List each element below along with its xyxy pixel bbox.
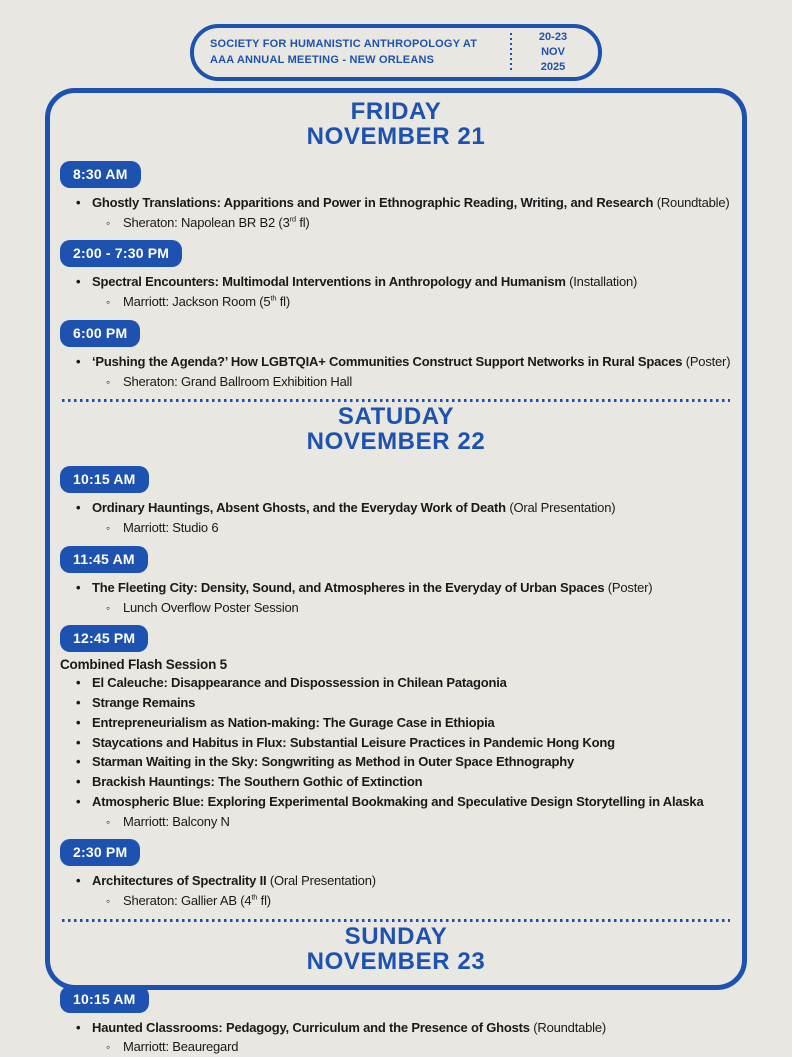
day-section <box>60 405 732 910</box>
session-type: (Installation) <box>569 274 638 290</box>
session-list <box>60 352 732 392</box>
session-title: The Fleeting City: Density, Sound, and Atmospheres in the Everyday of Urban Spaces <box>92 579 605 595</box>
session-title: Spectral Encounters: Multimodal Interventions in Anthropology and Humanism <box>92 274 566 290</box>
session-item <box>76 498 732 538</box>
session-item <box>76 272 732 312</box>
location-text: Marriott: Beauregard <box>123 1039 239 1055</box>
session-item <box>76 673 732 693</box>
location-text: Sheraton: Gallier AB (4th fl) <box>123 892 271 909</box>
session-list <box>60 193 732 233</box>
session-item <box>76 713 732 733</box>
session-item <box>76 352 732 392</box>
day-section <box>60 922 732 1057</box>
location-text: Sheraton: Napolean BR B2 (3rd fl) <box>123 214 310 230</box>
session-type: (Roundtable) <box>533 1019 607 1035</box>
time-badge: 6:00 PM <box>60 320 140 347</box>
location-list <box>76 1037 732 1057</box>
location-list <box>76 891 732 911</box>
bullet-icon: • <box>76 353 81 369</box>
day-section <box>60 100 732 391</box>
session-item <box>76 871 732 911</box>
day-date: NOVEMBER 23 <box>306 947 486 975</box>
header-dotted-divider <box>510 33 512 72</box>
location-list <box>76 518 732 538</box>
session-title: Entrepreneurialism as Nation-making: The Gurage Case in Ethiopia <box>92 714 495 730</box>
org-title-line1: SOCIETY FOR HUMANISTIC ANTHROPOLOGY AT <box>210 37 478 50</box>
session-list <box>60 578 732 618</box>
session-list <box>60 498 732 538</box>
session-item <box>76 752 732 772</box>
session-item <box>76 193 732 233</box>
open-circle-icon: ◦ <box>106 374 111 389</box>
session-list <box>60 673 732 831</box>
day-separator <box>62 919 730 922</box>
header-dates <box>522 30 584 75</box>
location-list <box>76 812 732 832</box>
day-heading <box>60 922 732 975</box>
session-list <box>60 871 732 911</box>
day-date: NOVEMBER 22 <box>306 428 486 456</box>
bullet-icon: • <box>76 793 81 809</box>
bullet-icon: • <box>76 873 81 889</box>
flash-session-intro: Combined Flash Session 5 <box>60 657 227 673</box>
open-circle-icon: ◦ <box>106 600 111 615</box>
session-title: ‘Pushing the Agenda?’ How LGBTQIA+ Communities Construct Support Networks in Rural Spaces <box>92 353 683 369</box>
time-badge: 2:00 - 7:30 PM <box>60 240 182 267</box>
session-title: El Caleuche: Disappearance and Dispossession in Chilean Patagonia <box>92 675 507 691</box>
session-item <box>76 693 732 713</box>
session-type: (Poster) <box>607 579 653 595</box>
session-title: Ghostly Translations: Apparitions and Power in Ethnographic Reading, Writing, and Research <box>92 194 654 210</box>
session-title: Architectures of Spectrality II <box>92 873 267 889</box>
location-item <box>106 1037 732 1057</box>
session-title: Brackish Hauntings: The Southern Gothic of Extinction <box>92 774 423 790</box>
org-title-line2: AAA ANNUAL MEETING - NEW ORLEANS <box>210 53 435 66</box>
session-type: (Poster) <box>685 353 731 369</box>
location-text: Marriott: Balcony N <box>123 813 230 829</box>
bullet-icon: • <box>76 194 81 210</box>
schedule-box <box>45 88 747 1055</box>
time-badge: 8:30 AM <box>60 161 141 188</box>
open-circle-icon: ◦ <box>106 814 111 829</box>
day-name: SUNDAY <box>344 922 448 950</box>
bullet-icon: • <box>76 675 81 691</box>
location-list <box>76 598 732 618</box>
bullet-icon: • <box>76 274 81 290</box>
session-type: (Oral Presentation) <box>509 500 616 516</box>
open-circle-icon: ◦ <box>106 295 111 310</box>
location-item <box>106 213 732 233</box>
header-badge <box>190 24 602 81</box>
bullet-icon: • <box>76 1019 81 1035</box>
bullet-icon: • <box>76 714 81 730</box>
session-item <box>76 578 732 618</box>
location-list <box>76 372 732 392</box>
time-badge: 10:15 AM <box>60 986 149 1013</box>
session-item <box>76 733 732 753</box>
location-text: Marriott: Studio 6 <box>123 520 219 536</box>
location-text: Lunch Overflow Poster Session <box>123 599 299 615</box>
location-text: Marriott: Jackson Room (5th fl) <box>123 293 290 310</box>
location-item <box>106 292 732 312</box>
open-circle-icon: ◦ <box>106 521 111 536</box>
time-badge: 12:45 PM <box>60 625 148 652</box>
session-type: (Roundtable) <box>656 194 730 210</box>
bullet-icon: • <box>76 500 81 516</box>
day-date: NOVEMBER 21 <box>306 122 486 150</box>
session-title: Atmospheric Blue: Exploring Experimental Bookmaking and Speculative Design Storytelling in Alaska <box>92 793 704 809</box>
location-item <box>106 891 732 911</box>
open-circle-icon: ◦ <box>106 215 111 230</box>
location-item <box>106 812 732 832</box>
session-title: Ordinary Hauntings, Absent Ghosts, and the Everyday Work of Death <box>92 500 506 516</box>
bullet-icon: • <box>76 734 81 750</box>
location-list <box>76 292 732 312</box>
session-title: Haunted Classrooms: Pedagogy, Curriculum and the Presence of Ghosts <box>92 1019 530 1035</box>
session-list <box>60 272 732 312</box>
session-list <box>60 1018 732 1057</box>
day-heading <box>60 405 732 455</box>
bullet-icon: • <box>76 774 81 790</box>
date-year: 2025 <box>540 60 566 73</box>
date-range: 20-23 <box>538 31 568 44</box>
session-item <box>76 792 732 832</box>
session-item <box>76 772 732 792</box>
location-list <box>76 213 732 233</box>
day-separator <box>62 399 730 402</box>
open-circle-icon: ◦ <box>106 1040 111 1055</box>
day-name: SATUDAY <box>337 403 455 431</box>
day-name: FRIDAY <box>350 98 442 125</box>
bullet-icon: • <box>76 579 81 595</box>
location-text: Sheraton: Grand Ballroom Exhibition Hall <box>123 373 353 389</box>
session-title: Starman Waiting in the Sky: Songwriting as Method in Outer Space Ethnography <box>92 754 574 770</box>
open-circle-icon: ◦ <box>106 894 111 909</box>
session-title: Strange Remains <box>92 695 196 711</box>
session-title: Staycations and Habitus in Flux: Substantial Leisure Practices in Pandemic Hong Kong <box>92 734 615 750</box>
org-title <box>210 37 504 69</box>
time-badge: 11:45 AM <box>60 546 148 573</box>
bullet-icon: • <box>76 754 81 770</box>
location-item <box>106 598 732 618</box>
date-month: NOV <box>541 46 565 59</box>
location-item <box>106 518 732 538</box>
bullet-icon: • <box>76 695 81 711</box>
day-heading <box>60 100 732 150</box>
time-badge: 2:30 PM <box>60 839 140 866</box>
time-badge: 10:15 AM <box>60 466 149 493</box>
session-type: (Oral Presentation) <box>269 873 376 889</box>
session-item <box>76 1018 732 1057</box>
location-item <box>106 372 732 392</box>
